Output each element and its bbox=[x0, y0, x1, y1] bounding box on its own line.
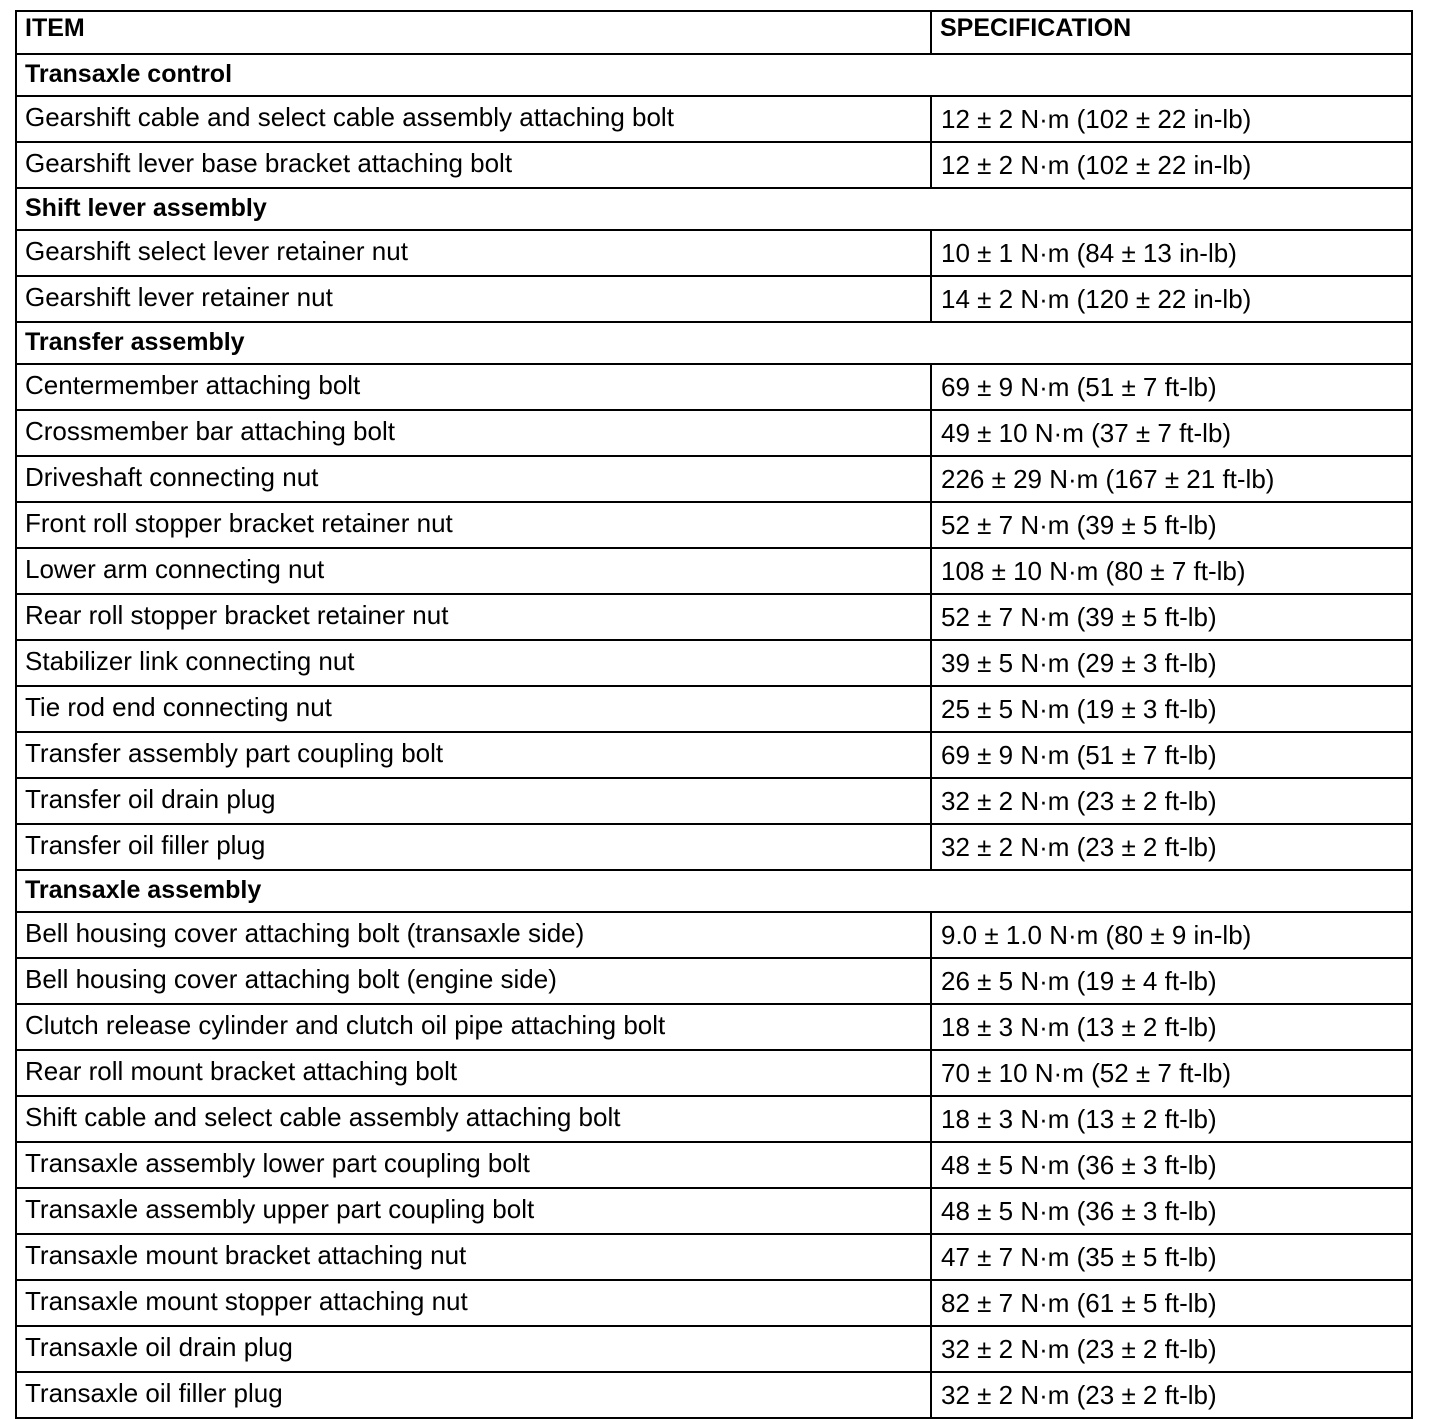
table-header-row bbox=[16, 11, 1412, 54]
specification-cell: 48 ± 5 N·m (36 ± 3 ft-lb) bbox=[931, 1142, 1412, 1188]
specification-cell: 108 ± 10 N·m (80 ± 7 ft-lb) bbox=[931, 548, 1412, 594]
section-title: Transaxle control bbox=[16, 54, 1412, 96]
table-row bbox=[16, 548, 1412, 594]
item-cell: Clutch release cylinder and clutch oil pipe attaching bolt bbox=[16, 1004, 931, 1050]
section-row bbox=[16, 188, 1412, 230]
item-cell: Transaxle assembly upper part coupling bolt bbox=[16, 1188, 931, 1234]
specification-cell: 9.0 ± 1.0 N·m (80 ± 9 in-lb) bbox=[931, 912, 1412, 958]
table-row bbox=[16, 912, 1412, 958]
specification-cell: 52 ± 7 N·m (39 ± 5 ft-lb) bbox=[931, 594, 1412, 640]
item-cell: Gearshift lever base bracket attaching bolt bbox=[16, 142, 931, 188]
specification-cell: 69 ± 9 N·m (51 ± 7 ft-lb) bbox=[931, 364, 1412, 410]
item-cell: Transaxle oil drain plug bbox=[16, 1326, 931, 1372]
item-cell: Gearshift cable and select cable assembly attaching bolt bbox=[16, 96, 931, 142]
table-row bbox=[16, 1142, 1412, 1188]
specification-cell: 14 ± 2 N·m (120 ± 22 in-lb) bbox=[931, 276, 1412, 322]
item-cell: Rear roll stopper bracket retainer nut bbox=[16, 594, 931, 640]
item-cell: Transaxle oil filler plug bbox=[16, 1372, 931, 1418]
table-row bbox=[16, 732, 1412, 778]
specification-cell: 52 ± 7 N·m (39 ± 5 ft-lb) bbox=[931, 502, 1412, 548]
specification-cell: 12 ± 2 N·m (102 ± 22 in-lb) bbox=[931, 96, 1412, 142]
item-cell: Bell housing cover attaching bolt (transaxle side) bbox=[16, 912, 931, 958]
table-row bbox=[16, 1050, 1412, 1096]
table-row bbox=[16, 230, 1412, 276]
item-cell: Gearshift lever retainer nut bbox=[16, 276, 931, 322]
item-cell: Transfer oil drain plug bbox=[16, 778, 931, 824]
specification-cell: 25 ± 5 N·m (19 ± 3 ft-lb) bbox=[931, 686, 1412, 732]
specification-cell: 39 ± 5 N·m (29 ± 3 ft-lb) bbox=[931, 640, 1412, 686]
header-item: ITEM bbox=[16, 11, 931, 54]
section-row bbox=[16, 54, 1412, 96]
table-row bbox=[16, 96, 1412, 142]
item-cell: Stabilizer link connecting nut bbox=[16, 640, 931, 686]
section-title: Transaxle assembly bbox=[16, 870, 1412, 912]
table-row bbox=[16, 1188, 1412, 1234]
item-cell: Crossmember bar attaching bolt bbox=[16, 410, 931, 456]
specification-cell: 226 ± 29 N·m (167 ± 21 ft-lb) bbox=[931, 456, 1412, 502]
specification-cell: 48 ± 5 N·m (36 ± 3 ft-lb) bbox=[931, 1188, 1412, 1234]
table-row bbox=[16, 502, 1412, 548]
table-row bbox=[16, 1234, 1412, 1280]
table-row bbox=[16, 142, 1412, 188]
specification-cell: 32 ± 2 N·m (23 ± 2 ft-lb) bbox=[931, 1372, 1412, 1418]
section-title: Transfer assembly bbox=[16, 322, 1412, 364]
item-cell: Gearshift select lever retainer nut bbox=[16, 230, 931, 276]
specification-cell: 47 ± 7 N·m (35 ± 5 ft-lb) bbox=[931, 1234, 1412, 1280]
table-row bbox=[16, 640, 1412, 686]
table-row bbox=[16, 1372, 1412, 1418]
spec-table-body bbox=[16, 11, 1412, 1418]
item-cell: Lower arm connecting nut bbox=[16, 548, 931, 594]
table-row bbox=[16, 594, 1412, 640]
specification-cell: 18 ± 3 N·m (13 ± 2 ft-lb) bbox=[931, 1004, 1412, 1050]
table-row bbox=[16, 778, 1412, 824]
item-cell: Bell housing cover attaching bolt (engine side) bbox=[16, 958, 931, 1004]
item-cell: Transaxle mount stopper attaching nut bbox=[16, 1280, 931, 1326]
item-cell: Front roll stopper bracket retainer nut bbox=[16, 502, 931, 548]
specification-cell: 26 ± 5 N·m (19 ± 4 ft-lb) bbox=[931, 958, 1412, 1004]
torque-spec-table bbox=[15, 10, 1413, 1419]
item-cell: Transaxle mount bracket attaching nut bbox=[16, 1234, 931, 1280]
item-cell: Transfer assembly part coupling bolt bbox=[16, 732, 931, 778]
header-specification: SPECIFICATION bbox=[931, 11, 1412, 54]
specification-cell: 32 ± 2 N·m (23 ± 2 ft-lb) bbox=[931, 824, 1412, 870]
specification-cell: 69 ± 9 N·m (51 ± 7 ft-lb) bbox=[931, 732, 1412, 778]
table-row bbox=[16, 1326, 1412, 1372]
table-row bbox=[16, 410, 1412, 456]
specification-cell: 32 ± 2 N·m (23 ± 2 ft-lb) bbox=[931, 778, 1412, 824]
table-row bbox=[16, 1096, 1412, 1142]
specification-cell: 70 ± 10 N·m (52 ± 7 ft-lb) bbox=[931, 1050, 1412, 1096]
table-row bbox=[16, 1280, 1412, 1326]
item-cell: Transaxle assembly lower part coupling bolt bbox=[16, 1142, 931, 1188]
specification-cell: 10 ± 1 N·m (84 ± 13 in-lb) bbox=[931, 230, 1412, 276]
specification-cell: 49 ± 10 N·m (37 ± 7 ft-lb) bbox=[931, 410, 1412, 456]
item-cell: Driveshaft connecting nut bbox=[16, 456, 931, 502]
specification-cell: 32 ± 2 N·m (23 ± 2 ft-lb) bbox=[931, 1326, 1412, 1372]
item-cell: Tie rod end connecting nut bbox=[16, 686, 931, 732]
item-cell: Centermember attaching bolt bbox=[16, 364, 931, 410]
section-title: Shift lever assembly bbox=[16, 188, 1412, 230]
item-cell: Rear roll mount bracket attaching bolt bbox=[16, 1050, 931, 1096]
table-row bbox=[16, 276, 1412, 322]
section-row bbox=[16, 322, 1412, 364]
table-row bbox=[16, 1004, 1412, 1050]
section-row bbox=[16, 870, 1412, 912]
specification-cell: 18 ± 3 N·m (13 ± 2 ft-lb) bbox=[931, 1096, 1412, 1142]
item-cell: Shift cable and select cable assembly attaching bolt bbox=[16, 1096, 931, 1142]
table-row bbox=[16, 364, 1412, 410]
table-row bbox=[16, 958, 1412, 1004]
specification-cell: 82 ± 7 N·m (61 ± 5 ft-lb) bbox=[931, 1280, 1412, 1326]
table-row bbox=[16, 686, 1412, 732]
specification-cell: 12 ± 2 N·m (102 ± 22 in-lb) bbox=[931, 142, 1412, 188]
table-row bbox=[16, 456, 1412, 502]
item-cell: Transfer oil filler plug bbox=[16, 824, 931, 870]
table-row bbox=[16, 824, 1412, 870]
